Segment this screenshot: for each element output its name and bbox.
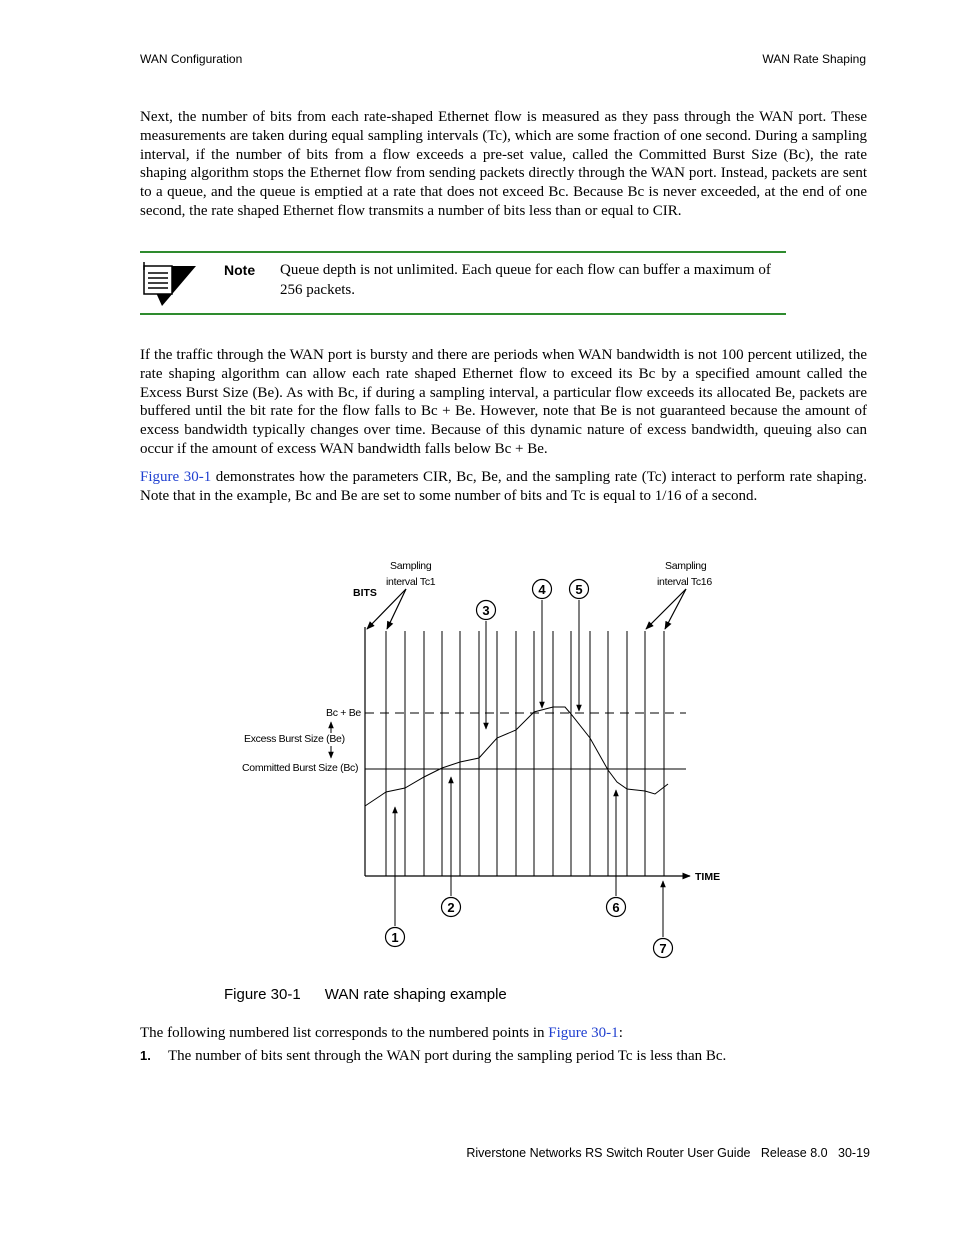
caption-title: WAN rate shaping example — [324, 986, 507, 1003]
callout-3-label: 3 — [482, 603, 490, 618]
figure-link[interactable]: Figure 30-1 — [140, 469, 212, 485]
callout-2-label: 2 — [447, 900, 455, 915]
callout-7-label: 7 — [659, 941, 667, 956]
note-text: Queue depth is not unlimited. Each queue for each flow can buffer a maximum of 256 packets. — [280, 262, 771, 298]
list-item-text: The number of bits sent through the WAN port during the sampling period Tc is less than Bc. — [168, 1048, 727, 1064]
sampling-right-arrow-1 — [646, 589, 686, 629]
y-axis-label: BITS — [353, 587, 377, 599]
sampling-left-arrow-2 — [387, 589, 406, 629]
sampling-right-line2: interval Tc16 — [657, 576, 712, 588]
paragraph-figure-intro — [140, 468, 867, 506]
list-item-number: 1. — [140, 1048, 151, 1063]
callout-6-label: 6 — [612, 900, 620, 915]
caption-number: Figure 30-1 — [224, 986, 301, 1003]
sampling-left-line2: interval Tc1 — [386, 576, 436, 588]
list-intro-colon: : — [618, 1025, 623, 1041]
rate-shaping-diagram — [230, 548, 721, 968]
running-header-left: WAN Configuration — [140, 52, 243, 66]
paragraph-excess-burst: If the traffic through the WAN port is bursty and there are periods when WAN bandwidth is not 100 percent utilized, the rate shaping algorithm can allow each rate shaped Ethernet flow to exceed its Bc by a specified amount called the Excess Burst Size (Be). As with Bc, if during a sampling interval, a particular flow exceeds its allocated Be, packets are buffered until the bit rate for the flow falls to Bc + Be. However, note that Be is not guaranteed because the amount of excess bandwidth typically changes over time. Because of this dynamic nature of excess bandwidth, queuing also can occur if the amount of excess WAN bandwidth falls below Bc + Be. — [140, 347, 867, 457]
bc-be-label: Bc + Be — [326, 707, 361, 719]
x-axis-label: TIME — [695, 871, 721, 883]
figure-intro-text: demonstrates how the parameters CIR, Bc, Be, and the sampling rate (Tc) interact to perform rate shaping. Note that in the example, Bc and Be are set to some number of bits and Tc is equal to 1/16 of a second. — [140, 469, 867, 504]
list-intro-text: The following numbered list corresponds to the numbered points in — [140, 1025, 549, 1041]
callout-5-label: 5 — [575, 582, 583, 597]
list-intro — [140, 1025, 623, 1042]
figure-caption — [224, 986, 507, 1003]
running-header-right: WAN Rate Shaping — [762, 52, 866, 66]
sampling-interval-lines — [365, 627, 664, 876]
note-bottom-rule — [140, 313, 786, 315]
bc-label: Committed Burst Size (Bc) — [242, 762, 359, 774]
be-label: Excess Burst Size (Be) — [244, 733, 345, 745]
paragraph-sampling: Next, the number of bits from each rate-shaped Ethernet flow is measured as they pass through the WAN port. These measurements are taken during equal sampling intervals (Tc), which are some fraction of one second. During a sampling interval, if the number of bits from a flow exceeds a pre-set value, called the Committed Burst Size (Bc), the rate shaping algorithm stops the Ethernet flow from sending packets directly through the WAN port. Instead, packets are sent to a queue, and the queue is emptied at a rate that does not exceed Bc. Because Bc is never exceeded, at the end of one second, the rate shaped Ethernet flow transmits a number of bits less than or equal to CIR. — [140, 109, 867, 219]
sampling-right-arrow-2 — [665, 589, 686, 629]
note-top-rule — [140, 251, 786, 253]
sampling-left-line1: Sampling — [390, 560, 432, 572]
sampling-right-line1: Sampling — [665, 560, 707, 572]
page-footer: Riverstone Networks RS Switch Router User Guide Release 8.0 30-19 — [466, 1146, 870, 1160]
note-label: Note — [224, 262, 256, 278]
note-icon — [140, 262, 196, 311]
list-item — [140, 1048, 726, 1065]
callout-1-label: 1 — [391, 930, 399, 945]
callout-4-label: 4 — [538, 582, 546, 597]
list-figure-link[interactable]: Figure 30-1 — [548, 1025, 619, 1041]
